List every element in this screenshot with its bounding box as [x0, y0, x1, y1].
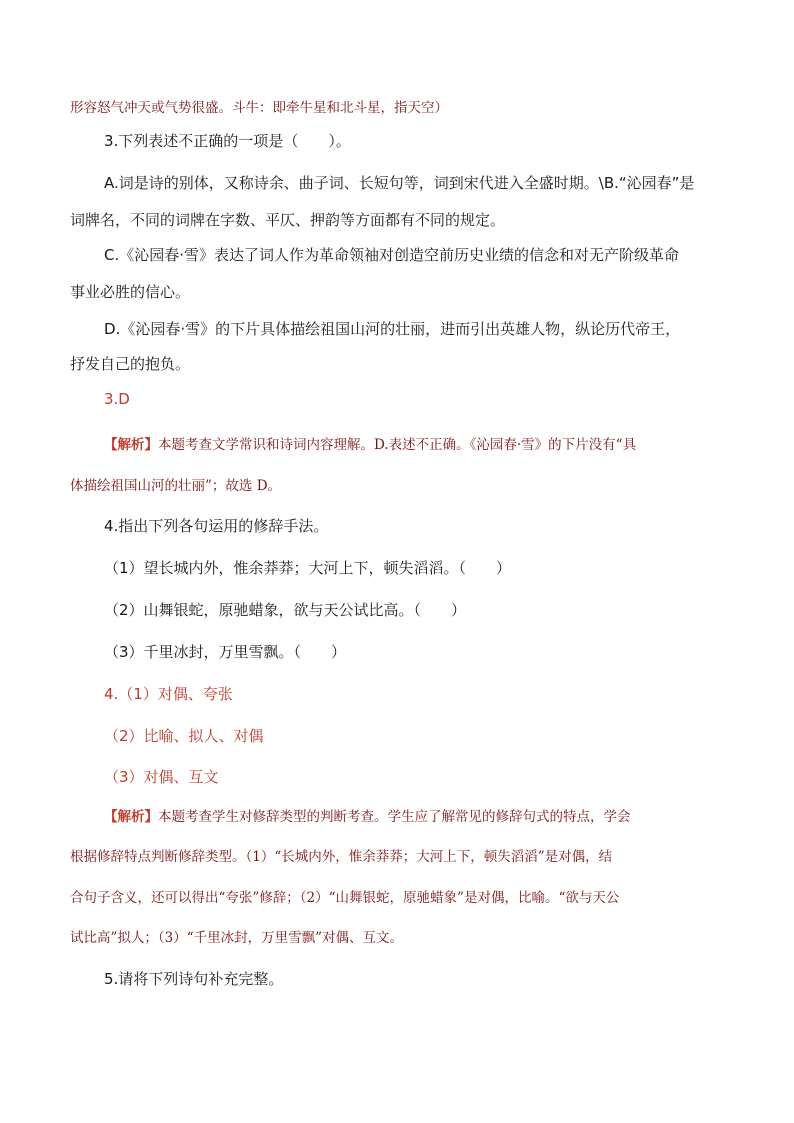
question-4-stem: 4.指出下列各句运用的修辞手法。 — [104, 517, 329, 535]
question-4-item-3: （3）千里冰封，万里雪飘。（ ） — [104, 643, 347, 661]
question-5-stem: 5.请将下列诗句补充完整。 — [104, 970, 284, 988]
question-3-explanation-cont: 体描绘祖国山河的壮丽”；故选 D。 — [70, 478, 282, 494]
question-3-option-d: D.《沁园春·雪》的下片具体描绘祖国山河的壮丽，进而引出英雄人物，纵论历代帝王， — [104, 320, 681, 338]
question-4-answer-1: 4.（1）对偶、夸张 — [104, 685, 233, 703]
question-4-answer-2: （2）比喻、拟人、对偶 — [104, 727, 264, 745]
question-3-option-c-cont: 事业必胜的信心。 — [70, 283, 191, 301]
explanation-text: 本题考查文学常识和诗词内容理解。D.表述不正确。《沁园春·雪》的下片没有“具 — [158, 437, 637, 453]
question-3-option-c: C.《沁园春·雪》表达了词人作为革命领袖对创造空前历史业绩的信念和对无产阶级革命 — [104, 246, 680, 264]
question-4-item-2: （2）山舞银蛇，原驰蜡象，欲与天公试比高。（ ） — [104, 601, 467, 619]
question-3-option-d-cont: 抒发自己的抱负。 — [70, 355, 191, 373]
question-3-option-a-cont: 词牌名，不同的词牌在字数、平仄、押韵等方面都有不同的规定。 — [70, 211, 506, 229]
question-3-explanation — [104, 433, 636, 453]
question-3-option-a: A.词是诗的别体，又称诗余、曲子词、长短句等，词到宋代进入全盛时期。\B.“沁园春”是 — [104, 174, 695, 192]
question-3-answer: 3.D — [104, 390, 130, 408]
question-4-explanation-cont-3: 试比高”拟人；（3）“千里冰封，万里雪飘”对偶、互文。 — [70, 930, 404, 946]
question-4-explanation — [104, 805, 631, 825]
explanation-text: 本题考查学生对修辞类型的判断考查。学生应了解常见的修辞句式的特点，学会 — [158, 809, 631, 825]
previous-explanation-tail: 形容怒气冲天或气势很盛。斗牛：即牵牛星和北斗星，指天空） — [70, 100, 448, 116]
question-3-stem: 3.下列表述不正确的一项是（ ）。 — [104, 132, 351, 150]
question-4-answer-3: （3）对偶、互文 — [104, 768, 219, 786]
question-4-explanation-cont-2: 合句子含义，还可以得出“夸张”修辞；（2）“山舞银蛇，原驰蜡象”是对偶，比喻。“欲与天公 — [70, 890, 620, 906]
explanation-tag: 【解析】 — [104, 809, 158, 825]
explanation-tag: 【解析】 — [104, 437, 158, 453]
question-4-explanation-cont-1: 根据修辞特点判断修辞类型。（1）“长城内外，惟余莽莽；大河上下，顿失滔滔”是对偶，结 — [70, 849, 613, 865]
question-4-item-1: （1）望长城内外，惟余莽莽；大河上下，顿失滔滔。（ ） — [104, 559, 512, 577]
